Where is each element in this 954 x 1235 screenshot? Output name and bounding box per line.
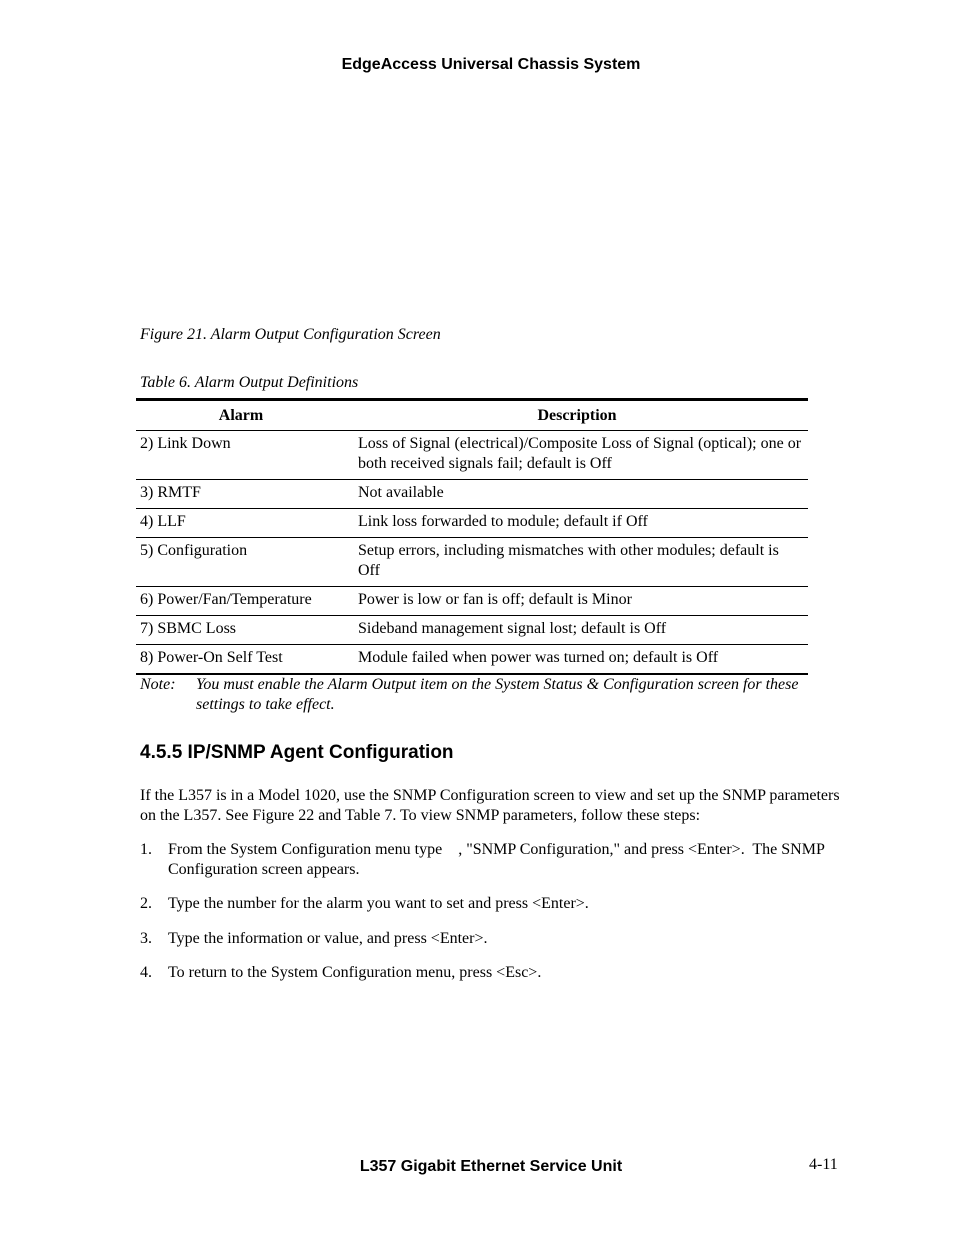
table-row xyxy=(136,645,808,675)
alarm-cell: 3) RMTF xyxy=(136,480,346,509)
table-row xyxy=(136,616,808,645)
section-intro-paragraph: If the L357 is in a Model 1020, use the SNMP Configuration screen to view and set up the SNMP parameters on the L357. See Figure 22 and Table 7. To view SNMP parameters, follow these steps: xyxy=(140,787,840,824)
description-cell: Module failed when power was turned on; default is Off xyxy=(346,645,808,675)
section-heading: 4.5.5 IP/SNMP Agent Configuration xyxy=(140,742,454,763)
figure-caption: Figure 21. Alarm Output Configuration Screen xyxy=(140,326,441,343)
description-cell: Not available xyxy=(346,480,808,509)
table-header-row xyxy=(136,400,808,431)
column-header-description: Description xyxy=(346,400,808,431)
alarm-cell: 6) Power/Fan/Temperature xyxy=(136,587,346,616)
description-cell: Setup errors, including mismatches with other modules; default is Off xyxy=(346,538,808,587)
table-row xyxy=(136,587,808,616)
description-cell: Sideband management signal lost; default is Off xyxy=(346,616,808,645)
description-cell: Link loss forwarded to module; default if Off xyxy=(346,509,808,538)
table-row xyxy=(136,509,808,538)
page-header: EdgeAccess Universal Chassis System xyxy=(341,56,641,73)
table-row xyxy=(136,431,808,480)
table-caption: Table 6. Alarm Output Definitions xyxy=(140,374,359,391)
step-number: 2. xyxy=(140,895,152,912)
list-item xyxy=(140,929,830,949)
note-text: You must enable the Alarm Output item on the System Status & Configuration screen for these settings to take effect. xyxy=(196,676,799,713)
page-number: 4-11 xyxy=(809,1156,838,1173)
description-cell: Loss of Signal (electrical)/Composite Loss of Signal (optical); one or both received signals fail; default is Off xyxy=(346,431,808,480)
description-cell: Power is low or fan is off; default is Minor xyxy=(346,587,808,616)
step-number: 1. xyxy=(140,841,152,858)
step-number: 3. xyxy=(140,930,152,947)
step-text: Type the number for the alarm you want to set and press <Enter>. xyxy=(168,895,589,912)
note xyxy=(140,675,820,715)
alarm-output-table xyxy=(136,398,808,675)
steps-list xyxy=(140,840,830,983)
page-footer-title: L357 Gigabit Ethernet Service Unit xyxy=(359,1158,623,1175)
step-text: From the System Configuration menu type , "SNMP Configuration," and press <Enter>. The SNMP Configuration screen appears. xyxy=(168,841,829,878)
list-item xyxy=(140,840,830,880)
step-text: To return to the System Configuration menu, press <Esc>. xyxy=(168,964,542,981)
step-number: 4. xyxy=(140,964,152,981)
alarm-cell: 5) Configuration xyxy=(136,538,346,587)
alarm-cell: 2) Link Down xyxy=(136,431,346,480)
list-item xyxy=(140,963,830,983)
note-label: Note: xyxy=(140,676,176,693)
step-text: Type the information or value, and press <Enter>. xyxy=(168,930,488,947)
column-header-alarm: Alarm xyxy=(136,400,346,431)
list-item xyxy=(140,894,830,914)
alarm-cell: 8) Power-On Self Test xyxy=(136,645,346,675)
alarm-cell: 4) LLF xyxy=(136,509,346,538)
alarm-cell: 7) SBMC Loss xyxy=(136,616,346,645)
table-row xyxy=(136,538,808,587)
table-row xyxy=(136,480,808,509)
